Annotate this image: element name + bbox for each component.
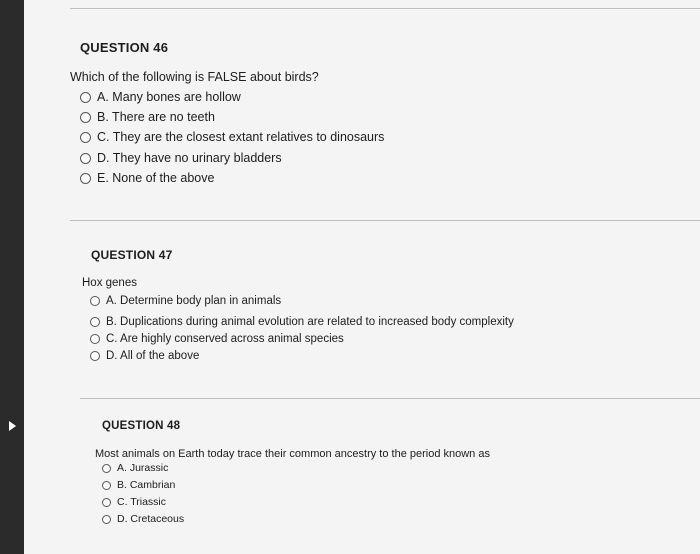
option-label: C. Are highly conserved across animal species xyxy=(106,333,344,345)
radio-circle-icon[interactable] xyxy=(102,481,111,490)
question-46-option-d[interactable] xyxy=(80,151,282,165)
radio-circle-icon[interactable] xyxy=(80,112,91,123)
question-48-heading: QUESTION 48 xyxy=(102,420,181,432)
radio-circle-icon[interactable] xyxy=(90,351,100,361)
option-label: E. None of the above xyxy=(97,171,215,185)
question-47-option-d[interactable] xyxy=(90,350,199,362)
option-label: D. They have no urinary bladders xyxy=(97,151,282,165)
option-label: C. Triassic xyxy=(117,496,167,508)
option-label: B. Duplications during animal evolution are related to increased body complexity xyxy=(106,316,514,328)
question-47-option-a[interactable] xyxy=(90,295,281,307)
question-46-text: Which of the following is FALSE about birds? xyxy=(70,70,319,84)
question-46-option-e[interactable] xyxy=(80,171,214,185)
radio-circle-icon[interactable] xyxy=(90,296,100,306)
radio-circle-icon[interactable] xyxy=(102,498,111,507)
option-label: A. Many bones are hollow xyxy=(97,90,241,104)
option-label: A. Determine body plan in animals xyxy=(106,295,282,307)
radio-circle-icon[interactable] xyxy=(90,317,100,327)
radio-circle-icon[interactable] xyxy=(80,92,91,103)
radio-circle-icon[interactable] xyxy=(80,153,91,164)
question-48-option-b[interactable] xyxy=(102,479,175,491)
question-47-option-c[interactable] xyxy=(90,333,344,345)
divider xyxy=(70,8,700,9)
question-48-option-a[interactable] xyxy=(102,462,168,474)
option-label: B. There are no teeth xyxy=(97,110,215,124)
question-48-option-d[interactable] xyxy=(102,513,184,525)
question-47-text: Hox genes xyxy=(82,277,137,289)
question-46-option-a[interactable] xyxy=(80,90,241,104)
question-47-option-b[interactable] xyxy=(90,316,514,328)
option-label: A. Jurassic xyxy=(117,462,169,474)
question-46-heading: QUESTION 46 xyxy=(80,40,169,55)
question-46-option-c[interactable] xyxy=(80,130,384,144)
option-label: D. All of the above xyxy=(106,350,200,362)
left-sidebar-strip xyxy=(0,0,24,554)
radio-circle-icon[interactable] xyxy=(80,173,91,184)
question-48-option-c[interactable] xyxy=(102,496,166,508)
divider xyxy=(80,398,700,399)
option-label: D. Cretaceous xyxy=(117,513,185,525)
divider xyxy=(70,220,700,221)
triangle-right-icon xyxy=(9,421,16,431)
radio-circle-icon[interactable] xyxy=(102,464,111,473)
question-48-text: Most animals on Earth today trace their common ancestry to the period known as xyxy=(95,448,490,460)
collapse-toggle-button[interactable] xyxy=(4,418,20,434)
option-label: C. They are the closest extant relatives to dinosaurs xyxy=(97,130,385,144)
option-label: B. Cambrian xyxy=(117,479,176,491)
radio-circle-icon[interactable] xyxy=(80,132,91,143)
radio-circle-icon[interactable] xyxy=(102,515,111,524)
question-47-heading: QUESTION 47 xyxy=(91,248,173,262)
radio-circle-icon[interactable] xyxy=(90,334,100,344)
question-46-option-b[interactable] xyxy=(80,110,215,124)
